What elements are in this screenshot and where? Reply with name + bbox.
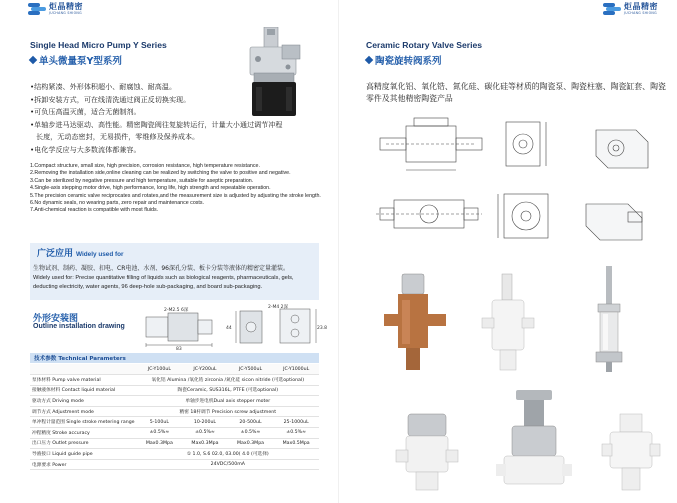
brand-mark-icon: [28, 3, 46, 15]
model-cell: JC-Y500uL: [228, 364, 274, 375]
value-cell: 陶瓷Ceramic, SUS316L, PTFE (可选optional): [137, 385, 319, 396]
application-text-en: Widely used for: Precise quantitative filling of liquids such as biological reagents, pharmaceuticals, gels, deducting electricity, water agents, 96 deep-hole sub-packaging, and board sub-packaging.: [33, 275, 294, 290]
feature-cn-3: •可负压高温灭菌，适合无菌制剂。: [30, 107, 141, 117]
white-valve-photo: [600, 412, 662, 494]
value-cell: 5-100uL: [137, 417, 183, 428]
feature-en-6: 6.No dynamic seals, no wearing parts, zero repair and maintenance costs.: [30, 200, 205, 207]
feature-en-2: 2.Removing the installation side,online cleaning can be realized by switching the valve to positive and negative.: [30, 170, 291, 177]
brand-logo-left: [28, 3, 83, 15]
param-cell: 驱动方式 Driving mode: [30, 396, 137, 407]
table-row: [30, 375, 319, 386]
pump-cylinder-photo: [586, 264, 634, 374]
param-cell: 冲程精度 Stroke accuracy: [30, 428, 137, 439]
value-cell: ±0.5%≈: [273, 428, 319, 439]
table-row: [30, 459, 319, 470]
feature-en-5: 5.The precision ceramic valve reciprocates and rotates,and the measurement size is adjusted by adjusting the stroke length.: [30, 192, 321, 199]
page-gutter: [338, 0, 339, 503]
dim-label: 2-M2.5 6深: [164, 308, 189, 313]
diamond-bullet-icon: [365, 56, 373, 64]
application-title-en: Widely used for: [76, 251, 124, 258]
feature-cn-4-cont: 长度，无动态密封，无易损件，零维修及保养成本。: [36, 132, 200, 142]
brand-name-cn: 炬晶精密: [624, 2, 658, 11]
value-cell: 氧化铝 Alumina /氧化锆 zirconia /氮化硅 sicon nitride (可选optional): [137, 375, 319, 386]
brand-mark-icon: [603, 3, 621, 15]
pump-features-en: [30, 163, 328, 215]
pump-series-title-cn: [30, 53, 122, 67]
param-cell: 接触液体材料 Contact liquid material: [30, 385, 137, 396]
model-cell: JC-Y200uL: [182, 364, 228, 375]
value-cell: Max0.5Mpa: [273, 438, 319, 449]
table-row: [30, 396, 319, 407]
valve-technical-drawings: [366, 112, 668, 260]
dim-label: 23.8: [317, 326, 328, 331]
value-cell: 精密 18杆调节 Precision screw adjustment: [137, 406, 319, 417]
param-cell: 单冲程计量范围 Single stroke metering range: [30, 417, 137, 428]
value-cell: Max0.3Mpa: [182, 438, 228, 449]
pump-series-title-cn-text: 单头微量泵Y型系列: [39, 56, 122, 67]
pump-features-cn: [30, 81, 336, 157]
table-row: [30, 438, 319, 449]
table-row: [30, 364, 319, 375]
value-cell: ±0.5%≈: [182, 428, 228, 439]
model-cell: JC-Y100uL: [137, 364, 183, 375]
param-cell: 泵体材料 Pump valve material: [30, 375, 137, 386]
spec-table: [30, 364, 319, 470]
valve-series-title-cn-text: 陶瓷旋转阀系列: [375, 56, 442, 67]
brand-name-en: JUCHANG SHIONG: [624, 11, 657, 15]
ceramic-valve-body-photo: [394, 412, 460, 494]
value-cell: 25-1000uL: [273, 417, 319, 428]
table-row: [30, 417, 319, 428]
feature-en-3: 3.Can be sterilized by negative pressure and high temperature, suitable for aseptic preparation.: [30, 177, 254, 184]
feature-cn-4: •单轴步进马达驱动、高性能。精密陶瓷阀往复旋转运行，计量大小通过调节冲程: [30, 119, 283, 129]
dim-label: 2-M4 2深: [268, 305, 289, 310]
pump-series-title-en: Single Head Micro Pump Y Series: [30, 40, 167, 50]
white-ceramic-valve-photo: [480, 272, 540, 376]
brand-name-en: JUCHANG SHIONG: [49, 11, 82, 15]
feature-cn-1: •结构紧凑、外形体积超小、耐腐蚀、耐高温。: [30, 82, 177, 91]
outline-title-cn: 外形安装图: [33, 314, 79, 324]
value-cell: 10-200uL: [182, 417, 228, 428]
outline-drawing: [140, 303, 330, 351]
param-cell: 调节方式 Adjustment mode: [30, 406, 137, 417]
valve-series-title-cn: [366, 53, 442, 67]
feature-en-4: 4.Single-axis stepping motor drive, high performance, long life, high strength and repeatable operation.: [30, 185, 271, 192]
param-cell: 出口压力 Outlet pressure: [30, 438, 137, 449]
application-text-cn: 生物试剂、制药、凝胶、扣电、CR电池、水剂、96深孔分装、板卡分装等液体的精密定量灌装。: [33, 265, 289, 272]
metal-valve-assembly-photo: [494, 388, 574, 498]
table-row: [30, 406, 319, 417]
spec-table-heading: 技术参数 Technical Parameters: [30, 353, 319, 363]
application-band: [30, 243, 319, 300]
application-title: [37, 246, 124, 259]
dim-label: 83: [176, 347, 182, 351]
feature-cn-5: •电化学反应与大多数流体都兼容。: [30, 144, 141, 154]
brand-name-cn: 炬晶精密: [49, 2, 83, 11]
table-row: [30, 428, 319, 439]
param-cell: 导液接口 Liquid guide pipe: [30, 449, 137, 460]
table-row: [30, 449, 319, 460]
value-cell: 24VDC/500mA: [137, 459, 319, 470]
table-row: [30, 385, 319, 396]
value-cell: ±0.5%≈: [137, 428, 183, 439]
feature-en-1: 1.Compact structure, small size, high precision, corrosion resistance, high temperature resistance.: [30, 163, 260, 169]
value-cell: 20-500uL: [228, 417, 274, 428]
value-cell: ±0.5%≈: [228, 428, 274, 439]
model-cell: JC-Y1000uL: [273, 364, 319, 375]
valve-description-cn: 高精度氧化铝、氧化锆、氮化硅、碳化硅等材质的陶瓷泵、陶瓷柱塞、陶瓷缸套、陶瓷零件及其他精密陶瓷产品: [366, 82, 666, 103]
dim-label: 44: [226, 326, 232, 331]
outline-title-en: Outline installation drawing: [33, 323, 125, 330]
brand-logo-right: [603, 3, 658, 15]
feature-cn-2: •拆卸安装方式，可在线清洗通过阀正反切换实现。: [30, 94, 191, 104]
feature-en-7: 7.Anti-chemical reaction is compatible with most fluids.: [30, 207, 159, 214]
value-cell: Max0.3Mpa: [137, 438, 183, 449]
value-cell: ① 1.0, S.6 02.0, 03.00( 4.0 (可选择): [137, 449, 319, 460]
value-cell: Max0.3Mpa: [228, 438, 274, 449]
value-cell: 单轴步进电机Dual axis stepper moter: [137, 396, 319, 407]
copper-valve-photo: [380, 270, 450, 380]
valve-series-title-en: Ceramic Rotary Valve Series: [366, 40, 483, 50]
diamond-bullet-icon: [29, 56, 37, 64]
param-cell: 电源要求 Power: [30, 459, 137, 470]
application-title-cn: 广泛应用: [37, 249, 74, 259]
